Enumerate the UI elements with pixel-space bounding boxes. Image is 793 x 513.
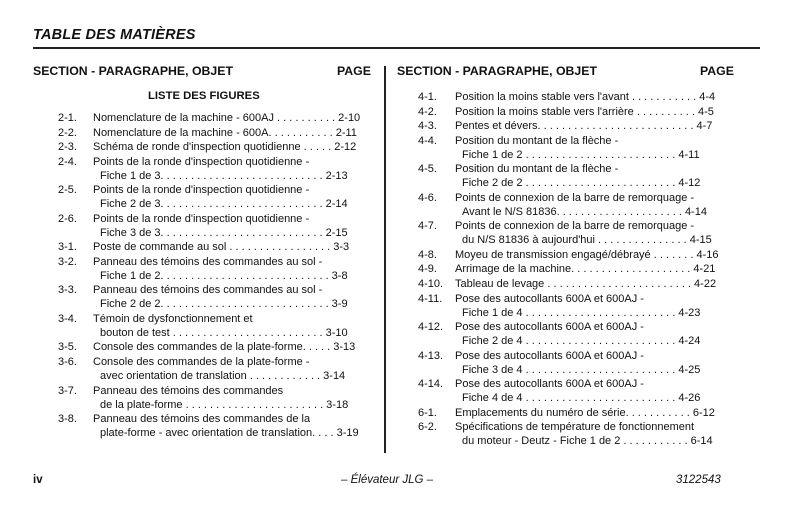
- figure-number: 4-1.: [418, 91, 437, 103]
- figure-number: 4-8.: [418, 248, 437, 261]
- right-column-heading: SECTION - PARAGRAPHE, OBJET: [397, 64, 597, 78]
- figure-title-continued: Fiche 2 de 2. . . . . . . . . . . . . . . . . . . . . . . . . . . . 3-9: [100, 298, 348, 311]
- left-page-label: PAGE: [337, 64, 371, 78]
- figure-title: Schéma de ronde d'inspection quotidienne . . . . . 2-12: [93, 141, 357, 154]
- figure-number: 3-6.: [58, 356, 77, 368]
- figure-title: Position la moins stable vers l'avant . . . . . . . . . . . 4-4: [455, 91, 716, 103]
- figure-title: Points de la ronde d'inspection quotidienne -: [93, 184, 310, 197]
- figure-title-continued: Fiche 4 de 4 . . . . . . . . . . . . . . . . . . . . . . . . . 4-26: [462, 392, 701, 405]
- figure-number: 4-10.: [418, 278, 444, 290]
- figure-title: Pose des autocollants 600A et 600AJ -: [455, 321, 644, 334]
- figure-number: 2-6.: [58, 212, 77, 225]
- figure-number: 4-6.: [418, 191, 437, 204]
- figure-number: 2-2.: [58, 126, 77, 139]
- figure-number: 6-1.: [418, 406, 437, 419]
- figure-number: 2-1.: [58, 112, 77, 124]
- figure-title: Nomenclature de la machine - 600AJ . . . . . . . . . . 2-10: [93, 112, 361, 124]
- figure-title-continued: du moteur - Deutz - Fiche 1 de 2 . . . . . . . . . . . 6-14: [462, 435, 713, 448]
- figure-title-continued: de la plate-forme . . . . . . . . . . . . . . . . . . . . . . . 3-18: [100, 398, 349, 411]
- figure-title: Emplacements du numéro de série. . . . . . . . . . . 6-12: [455, 406, 715, 419]
- column-divider: [384, 66, 386, 453]
- footer-page-number: iv: [33, 474, 43, 486]
- figure-title-continued: Fiche 1 de 2 . . . . . . . . . . . . . . . . . . . . . . . . . 4-11: [462, 148, 700, 161]
- figure-number: 4-7.: [418, 220, 437, 233]
- figure-number: 2-4.: [58, 155, 77, 168]
- title-rule: [33, 47, 760, 49]
- figure-number: 4-14.: [418, 378, 444, 391]
- figure-title-continued: avec orientation de translation . . . . . . . . . . . . 3-14: [100, 370, 346, 382]
- figure-title: Panneau des témoins des commandes: [93, 384, 284, 397]
- figure-title-continued: Fiche 2 de 3. . . . . . . . . . . . . . . . . . . . . . . . . . . 2-14: [100, 198, 348, 211]
- figure-title-continued: Fiche 1 de 3. . . . . . . . . . . . . . . . . . . . . . . . . . . 2-13: [100, 169, 348, 182]
- figure-title: Pose des autocollants 600A et 600AJ -: [455, 349, 644, 362]
- figure-title-continued: du N/S 81836 à aujourd'hui . . . . . . . . . . . . . . . 4-15: [462, 234, 712, 247]
- figure-number: 4-13.: [418, 349, 444, 362]
- figure-number: 2-5.: [58, 184, 77, 197]
- figure-number: 6-2.: [418, 421, 437, 434]
- figure-title-continued: plate-forme - avec orientation de translation. . . . 3-19: [100, 427, 359, 439]
- right-page-label: PAGE: [700, 64, 734, 78]
- figure-title: Poste de commande au sol . . . . . . . . . . . . . . . . . 3-3: [93, 241, 350, 254]
- figure-title: Spécifications de température de fonctionnement: [455, 421, 695, 434]
- figure-title: Points de connexion de la barre de remorquage -: [455, 191, 695, 204]
- figure-number: 4-12.: [418, 321, 444, 334]
- figure-number: 3-7.: [58, 384, 77, 397]
- figure-title-continued: Fiche 3 de 4 . . . . . . . . . . . . . . . . . . . . . . . . . 4-25: [462, 363, 701, 376]
- figure-title: Panneau des témoins des commandes de la: [93, 413, 311, 425]
- figure-title: Points de connexion de la barre de remorquage -: [455, 220, 695, 233]
- figure-title: Moyeu de transmission engagé/débrayé . . . . . . . 4-16: [455, 248, 719, 261]
- figure-number: 4-3.: [418, 120, 437, 133]
- figure-title: Position du montant de la flèche -: [455, 163, 619, 176]
- figure-number: 4-5.: [418, 163, 437, 176]
- footer-doc-number: 3122543: [676, 474, 721, 486]
- figure-title: Pentes et dévers. . . . . . . . . . . . . . . . . . . . . . . . . . 4-7: [455, 120, 713, 133]
- figure-number: 4-11.: [418, 292, 443, 305]
- figure-title: Points de la ronde d'inspection quotidienne -: [93, 212, 310, 225]
- figure-title: Position la moins stable vers l'arrière . . . . . . . . . . 4-5: [455, 105, 714, 118]
- figure-number: 4-2.: [418, 105, 437, 118]
- figure-title-continued: Fiche 1 de 2. . . . . . . . . . . . . . . . . . . . . . . . . . . . 3-8: [100, 269, 348, 282]
- figure-number: 3-8.: [58, 413, 77, 425]
- figure-number: 4-4.: [418, 134, 437, 147]
- figure-title-continued: bouton de test . . . . . . . . . . . . . . . . . . . . . . . . . 3-10: [100, 326, 348, 339]
- figure-number: 3-5.: [58, 341, 77, 354]
- figure-number: 3-1.: [58, 241, 77, 254]
- figure-title: Console des commandes de la plate-forme. . . . . 3-13: [93, 341, 356, 354]
- figure-title-continued: Fiche 2 de 4 . . . . . . . . . . . . . . . . . . . . . . . . . 4-24: [462, 335, 701, 348]
- figure-title-continued: Fiche 2 de 2 . . . . . . . . . . . . . . . . . . . . . . . . . 4-12: [462, 177, 701, 190]
- list-of-figures-heading: LISTE DES FIGURES: [148, 90, 260, 102]
- figure-number: 3-2.: [58, 255, 77, 268]
- figure-title: Console des commandes de la plate-forme -: [93, 356, 310, 368]
- figure-title-continued: Avant le N/S 81836. . . . . . . . . . . . . . . . . . . . . 4-14: [462, 205, 707, 218]
- figure-title: Témoin de dysfonctionnement et: [93, 312, 253, 325]
- figure-title: Pose des autocollants 600A et 600AJ -: [455, 292, 644, 305]
- left-column-heading: SECTION - PARAGRAPHE, OBJET: [33, 64, 233, 78]
- figure-number: 3-4.: [58, 312, 77, 325]
- figure-number: 4-9.: [418, 263, 437, 276]
- figure-title: Points de la ronde d'inspection quotidienne -: [93, 155, 310, 168]
- figure-number: 3-3.: [58, 284, 77, 297]
- figure-title: Pose des autocollants 600A et 600AJ -: [455, 378, 644, 391]
- figure-title: Tableau de levage . . . . . . . . . . . . . . . . . . . . . . . . 4-22: [455, 278, 717, 290]
- figure-title: Position du montant de la flèche -: [455, 134, 619, 147]
- figure-number: 2-3.: [58, 141, 77, 154]
- figure-title: Panneau des témoins des commandes au sol -: [93, 255, 323, 268]
- figure-title: Panneau des témoins des commandes au sol -: [93, 284, 323, 297]
- figure-title: Nomenclature de la machine - 600A. . . . . . . . . . . 2-11: [93, 126, 357, 139]
- figure-title-continued: Fiche 3 de 3. . . . . . . . . . . . . . . . . . . . . . . . . . . 2-15: [100, 226, 348, 239]
- page-title: TABLE DES MATIÈRES: [33, 27, 196, 43]
- figure-title-continued: Fiche 1 de 4 . . . . . . . . . . . . . . . . . . . . . . . . . 4-23: [462, 306, 701, 319]
- footer-center-text: – Élévateur JLG –: [341, 474, 434, 486]
- figure-title: Arrimage de la machine. . . . . . . . . . . . . . . . . . . . 4-21: [455, 263, 716, 276]
